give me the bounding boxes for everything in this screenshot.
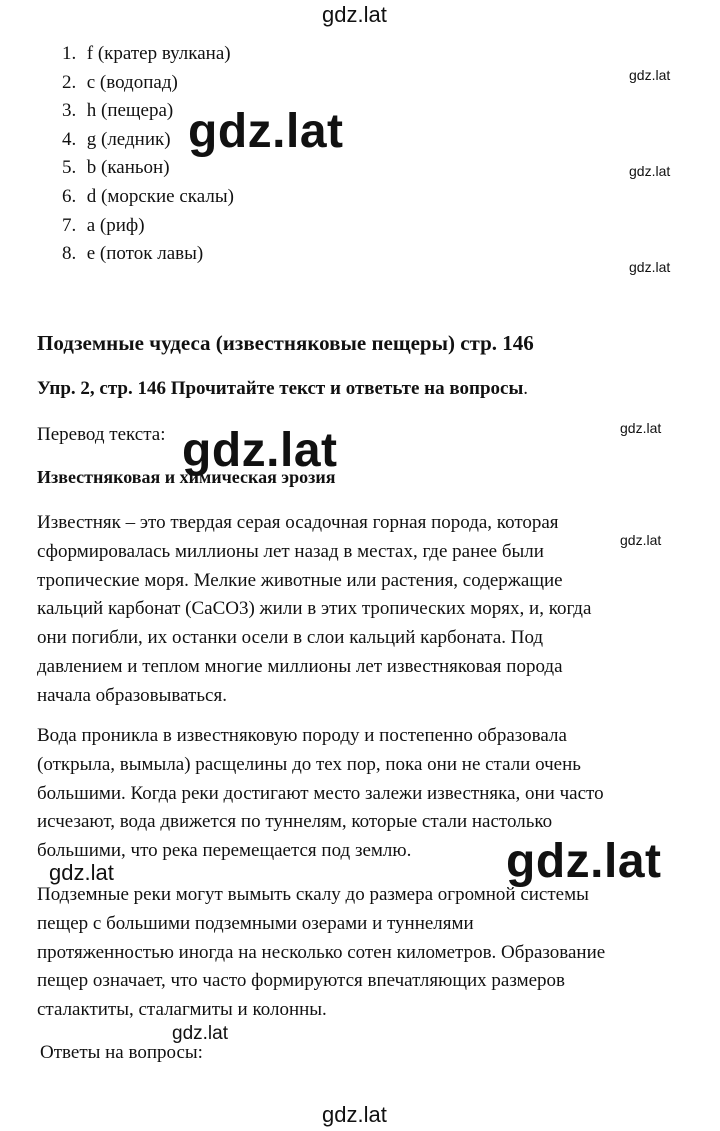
list-item-number: 7. (62, 214, 77, 236)
watermark-top: gdz.lat (322, 2, 387, 27)
paragraph-line: Подземные реки могут вымыть скалу до размера огромной системы (37, 884, 589, 905)
paragraph (37, 881, 697, 1025)
list-item-text: d (морские скалы) (86, 185, 234, 207)
translation-label: Перевод текста: (37, 424, 166, 445)
paragraph-line: тропические моря. Мелкие животные или растения, содержащие (37, 569, 563, 591)
paragraph-line: большими, что река перемещается под землю. (37, 840, 412, 862)
list-item-number: 6. (62, 185, 77, 207)
paragraph-line: кальций карбонат (CaCO3) жили в этих тропических морях, и, когда (37, 598, 592, 620)
list-item (62, 69, 234, 98)
paragraph-line: Известняк – это твердая серая осадочная горная порода, которая (37, 512, 559, 533)
list-item-number: 1. (62, 43, 77, 64)
task-text: Упр. 2, стр. 146 Прочитайте текст и ответьте на вопросы (37, 378, 524, 399)
list-item-text: f (кратер вулкана) (86, 43, 231, 64)
watermark-bottom: gdz.lat (322, 1102, 387, 1127)
paragraph-line: они погибли, их останки осели в слои кальций карбоната. Под (37, 627, 544, 649)
watermark-side: gdz.lat (629, 163, 671, 179)
paragraph-line: давлением и теплом многие миллионы лет известняковая порода (37, 655, 563, 677)
list-item (62, 212, 234, 241)
paragraph-line: протяженностью иногда на несколько сотен километров. Образование (37, 941, 606, 963)
list-item-text: c (водопад) (86, 71, 178, 93)
answers-label: Ответы на вопросы: (40, 1042, 203, 1063)
watermark-large: gdz.lat (188, 105, 344, 158)
paragraph-line: большими. Когда реки достигают место залежи известняка, они часто (37, 782, 604, 804)
text-title: Известняковая и химическая эрозия (37, 467, 336, 487)
list-item-number: 5. (62, 157, 77, 179)
paragraph-line: пещер с большими подземными озерами и туннелями (37, 912, 474, 934)
list-item-text: g (ледник) (86, 128, 171, 150)
paragraph-line: начала образовываться. (37, 684, 227, 706)
list-item (62, 40, 234, 69)
paragraph-line: сформировалась миллионы лет назад в местах, где ранее были (37, 540, 544, 562)
list-item-number: 8. (62, 243, 77, 265)
list-item-text: b (каньон) (86, 157, 170, 179)
list-item-text: e (поток лавы) (86, 243, 204, 265)
list-item-text: a (риф) (86, 214, 145, 236)
watermark-medium: gdz.lat (49, 860, 114, 885)
watermark-large: gdz.lat (506, 835, 662, 888)
task-line (37, 378, 528, 400)
watermark-side: gdz.lat (620, 532, 662, 548)
paragraph-line: Вода проникла в известняковую породу и постепенно образовала (37, 725, 567, 746)
list-item-number: 2. (62, 71, 77, 93)
list-item (62, 183, 234, 212)
section-title: Подземные чудеса (известняковые пещеры) стр. 146 (37, 331, 534, 355)
list-item (62, 240, 234, 269)
paragraph-line: пещер означает, что часто формируются впечатляющих размеров (37, 970, 565, 992)
task-tail: . (523, 378, 529, 399)
paragraph-line: исчезают, вода движется по туннелям, которые стали настолько (37, 811, 553, 833)
paragraph-line: сталактиты, сталагмиты и колонны. (37, 999, 327, 1021)
watermark-side: gdz.lat (629, 259, 671, 275)
paragraph (37, 509, 697, 711)
paragraph-line: (открыла, вымыла) расщелины до тех пор, пока они не стали очень (37, 753, 581, 775)
list-item-text: h (пещера) (86, 100, 174, 122)
watermark-large: gdz.lat (182, 424, 338, 477)
watermark-side: gdz.lat (620, 420, 662, 436)
watermark-side: gdz.lat (629, 67, 671, 83)
watermark-medium: gdz.lat (172, 1023, 228, 1044)
list-item-number: 3. (62, 100, 77, 122)
list-item-number: 4. (62, 128, 77, 150)
